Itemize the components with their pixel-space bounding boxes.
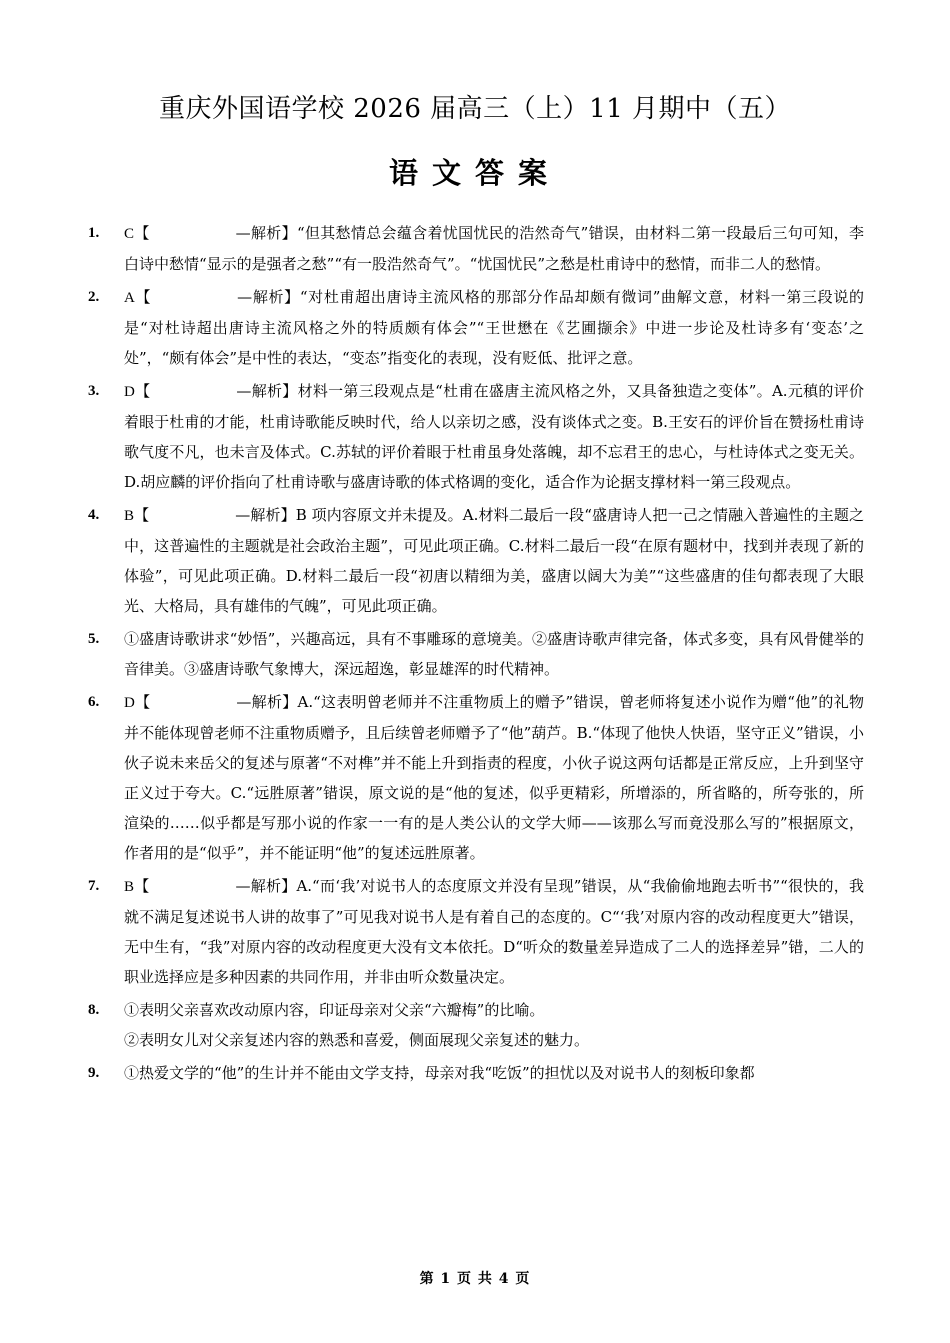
answer-paragraph bbox=[124, 995, 864, 1025]
bracket-open: 【 bbox=[134, 877, 150, 895]
answer-text: ②表明女儿对父亲复述内容的熟悉和喜爱，侧面展现父亲复述的魅力。 bbox=[124, 1031, 590, 1049]
analysis-label: —解析】 bbox=[235, 224, 297, 242]
answer-option: D bbox=[124, 695, 135, 711]
analysis-label: —解析】 bbox=[236, 382, 298, 400]
answer-option: B bbox=[124, 508, 135, 524]
answer-content bbox=[124, 871, 864, 992]
answer-text: A.“这表明曾老师并不注重物质上的赠予”错误，曾老师将复述小说作为赠“他”的礼物并不能体现曾老师不注重物质赠予，且后续曾老师赠予了“他”葫芦。B.“体现了他快人快语，坚守正义”错误，小伙子说未来岳父的复述与原著“不对榫”并不能上升到指责的程度，小伙子说这两句话都是正常反应，上升到坚守正义过于夸大。C.“远胜原著”错误，原文说的是“他的复述，似乎更精彩，所增添的，所省略的，所夸张的，所渲染的……似乎都是写那小说的作家一一有的是人类公认的文学大师——该那么写而竟没那么写的”根据原文，作者用的是“似乎”，并不能证明“他”的复述远胜原著。 bbox=[124, 693, 864, 862]
answer-paragraph bbox=[124, 871, 864, 992]
bracket-open: 【 bbox=[134, 224, 150, 242]
bracket-open: 【 bbox=[134, 506, 150, 524]
answer-item bbox=[88, 624, 864, 684]
answer-option: D bbox=[124, 384, 135, 400]
answer-content bbox=[124, 687, 864, 868]
answer-paragraph bbox=[124, 624, 864, 684]
answer-option: B bbox=[124, 879, 135, 895]
analysis-label: —解析】 bbox=[237, 288, 300, 306]
answer-item bbox=[88, 687, 864, 868]
answer-number: 8. bbox=[88, 1002, 100, 1018]
answer-item bbox=[88, 218, 864, 279]
answer-content bbox=[124, 995, 864, 1055]
answer-text: ①热爱文学的“他”的生计并不能由文学支持，母亲对我“吃饭”的担忧以及对说书人的刻板印象都 bbox=[124, 1064, 755, 1082]
answer-number: 1. bbox=[88, 225, 100, 241]
answer-number: 5. bbox=[88, 631, 100, 647]
bracket-open: 【 bbox=[134, 693, 151, 711]
answer-content bbox=[124, 282, 864, 373]
subject-title: 语文答案 bbox=[388, 156, 561, 190]
answer-content bbox=[124, 624, 864, 684]
page-title: 重庆外国语学校 2026 届高三（上）11 月期中（五） bbox=[158, 94, 792, 124]
answer-text: A.“而‘我’对说书人的态度原文并没有呈现”错误，从“我偷偷地跑去听书”“很快的，我就不满足复述说书人讲的故事了”可见我对说书人是有着自己的态度的。C“‘我’对原内容的改动程度更大”错误，无中生有，“我”对原内容的改动程度更大没有文本依托。D“听众的数量差异造成了二人的选择差异”错，二人的职业选择应是多种因素的共同作用，并非由听众数量决定。 bbox=[124, 877, 864, 986]
answer-text: B 项内容原文并未提及。A.材料二最后一段“盛唐诗人把一己之情融入普遍性的主题之中，这普遍性的主题就是社会政治主题”，可见此项正确。C.材料二最后一段“在原有题材中，找到并表现了新的体验”，可见此项正确。D.材料二最后一段“初唐以精细为美，盛唐以阔大为美”“这些盛唐的佳句都表现了大眼光、大格局，具有雄伟的气魄”，可见此项正确。 bbox=[124, 506, 864, 615]
answer-paragraph bbox=[124, 282, 864, 373]
answer-item bbox=[88, 995, 864, 1055]
answer-number: 2. bbox=[88, 289, 100, 305]
answer-item bbox=[88, 871, 864, 992]
answer-content bbox=[124, 218, 864, 279]
answer-item bbox=[88, 282, 864, 373]
answer-number: 6. bbox=[88, 694, 100, 710]
answer-item bbox=[88, 500, 864, 621]
answer-content bbox=[124, 500, 864, 621]
answer-paragraph bbox=[124, 218, 864, 279]
answer-number: 9. bbox=[88, 1065, 100, 1081]
answer-paragraph bbox=[124, 1058, 864, 1088]
analysis-label: —解析】 bbox=[235, 506, 296, 524]
answer-paragraph bbox=[124, 376, 864, 497]
page-footer: 第 1 页 共 4 页 bbox=[419, 1271, 531, 1287]
answer-list bbox=[88, 218, 864, 1091]
bracket-open: 【 bbox=[134, 288, 152, 306]
analysis-label: —解析】 bbox=[236, 693, 298, 711]
answer-number: 7. bbox=[88, 878, 100, 894]
answer-text: ①表明父亲喜欢改动原内容，印证母亲对父亲“六瓣梅”的比喻。 bbox=[124, 1001, 545, 1019]
answer-item bbox=[88, 376, 864, 497]
answer-text: “但其愁情总会蕴含着忧国忧民的浩然奇气”错误，由材料二第一段最后三句可知，李白诗中愁情“显示的是强者之愁”“有一股浩然奇气”。“忧国忧民”之愁是杜甫诗中的愁情，而非二人的愁情。 bbox=[124, 224, 864, 273]
answer-paragraph bbox=[124, 1025, 864, 1055]
answer-paragraph bbox=[124, 500, 864, 621]
analysis-label: —解析】 bbox=[235, 877, 297, 895]
answer-paragraph bbox=[124, 687, 864, 868]
answer-item bbox=[88, 1058, 864, 1088]
answer-text: 材料一第三段观点是“杜甫在盛唐主流风格之外，又具备独造之变体”。A.元稹的评价着眼于杜甫的才能，杜甫诗歌能反映时代，给人以亲切之感，没有谈体式之变。B.王安石的评价旨在赞扬杜甫诗歌气度不凡，也未言及体式。C.苏轼的评价着眼于杜甫虽身处落魄，却不忘君王的忠心，与杜诗体式之变无关。D.胡应麟的评价指向了杜甫诗歌与盛唐诗歌的体式格调的变化，适合作为论据支撑材料一第三段观点。 bbox=[124, 382, 864, 491]
answer-option: A bbox=[124, 290, 135, 306]
bracket-open: 【 bbox=[134, 382, 151, 400]
answer-number: 3. bbox=[88, 383, 100, 399]
answer-content bbox=[124, 376, 864, 497]
answer-text: “对杜甫超出唐诗主流风格的那部分作品却颇有微词”曲解文意，材料一第三段说的是“对杜诗超出唐诗主流风格之外的特质颇有体会”“王世懋在《艺圃撷余》中进一步论及杜诗多有‘变态’之处”，“颇有体会”是中性的表达，“变态”指变化的表现，没有贬低、批评之意。 bbox=[124, 288, 864, 367]
answer-text: ①盛唐诗歌讲求“妙悟”，兴趣高远，具有不事雕琢的意境美。②盛唐诗歌声律完备，体式多变，具有风骨健举的音律美。③盛唐诗歌气象博大，深远超逸，彰显雄浑的时代精神。 bbox=[124, 630, 864, 678]
answer-number: 4. bbox=[88, 507, 100, 523]
answer-option: C bbox=[124, 226, 135, 242]
answer-content bbox=[124, 1058, 864, 1088]
